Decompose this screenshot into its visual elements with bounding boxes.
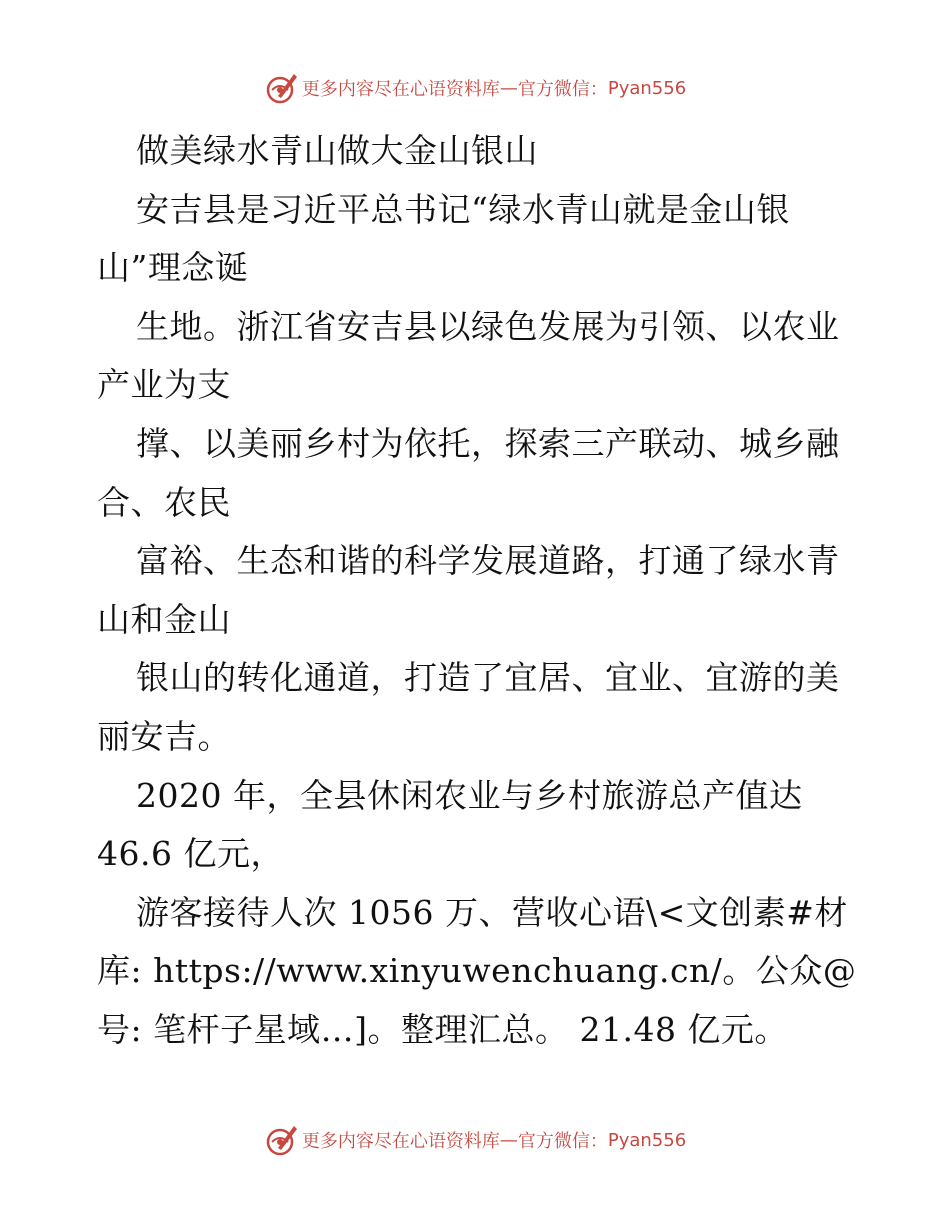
paragraph-line: 46.6 亿元， bbox=[97, 834, 284, 874]
paragraph-line: 库: https://www.xinyuwenchuang.cn/。公众@ bbox=[97, 951, 857, 991]
paragraph-line: 丽安吉。 bbox=[97, 716, 231, 756]
paragraph-line: 生地。浙江省安吉县以绿色发展为引领、以农业 bbox=[136, 306, 840, 346]
paragraph-line: 安吉县是习近平总书记“绿水青山就是金山银 bbox=[136, 189, 790, 229]
banner-wechat-id: Pyan556 bbox=[607, 77, 687, 99]
banner-separator: — bbox=[499, 1129, 518, 1151]
banner-wechat-id: Pyan556 bbox=[607, 1129, 687, 1151]
banner-wechat-label: 官方微信： bbox=[517, 79, 608, 100]
banner-separator: — bbox=[499, 77, 518, 99]
paragraph-line: 2020 年，全县休闲农业与乡村旅游总产值达 bbox=[136, 775, 803, 815]
paragraph-line: 游客接待人次 1056 万、营收心语\<文创素#材 bbox=[136, 892, 848, 932]
paragraph-line: 号: 笔杆子星域…]。整理汇总。 21.48 亿元。 bbox=[97, 1009, 788, 1049]
quill-globe-icon bbox=[264, 70, 300, 106]
document-title: 做美绿水青山做大金山银山 bbox=[136, 131, 538, 170]
banner-text: 更多内容尽在心语资料库 bbox=[301, 1131, 500, 1152]
banner-wechat-label: 官方微信： bbox=[517, 1131, 608, 1152]
paragraph-line: 合、农民 bbox=[97, 482, 231, 522]
paragraph-line: 银山的转化通道，打造了宜居、宜业、宜游的美 bbox=[136, 658, 840, 698]
paragraph-line: 山”理念诞 bbox=[97, 248, 249, 288]
banner-text: 更多内容尽在心语资料库 bbox=[301, 79, 500, 100]
paragraph-line: 产业为支 bbox=[97, 365, 231, 405]
paragraph-line: 富裕、生态和谐的科学发展道路，打通了绿水青 bbox=[136, 541, 840, 581]
paragraph-line: 山和金山 bbox=[97, 599, 231, 639]
quill-globe-icon bbox=[264, 1122, 300, 1158]
document-body bbox=[97, 122, 857, 1060]
paragraph-line: 撑、以美丽乡村为依托，探索三产联动、城乡融 bbox=[136, 423, 840, 463]
header-watermark-banner bbox=[0, 68, 950, 108]
footer-watermark-banner bbox=[0, 1120, 950, 1160]
